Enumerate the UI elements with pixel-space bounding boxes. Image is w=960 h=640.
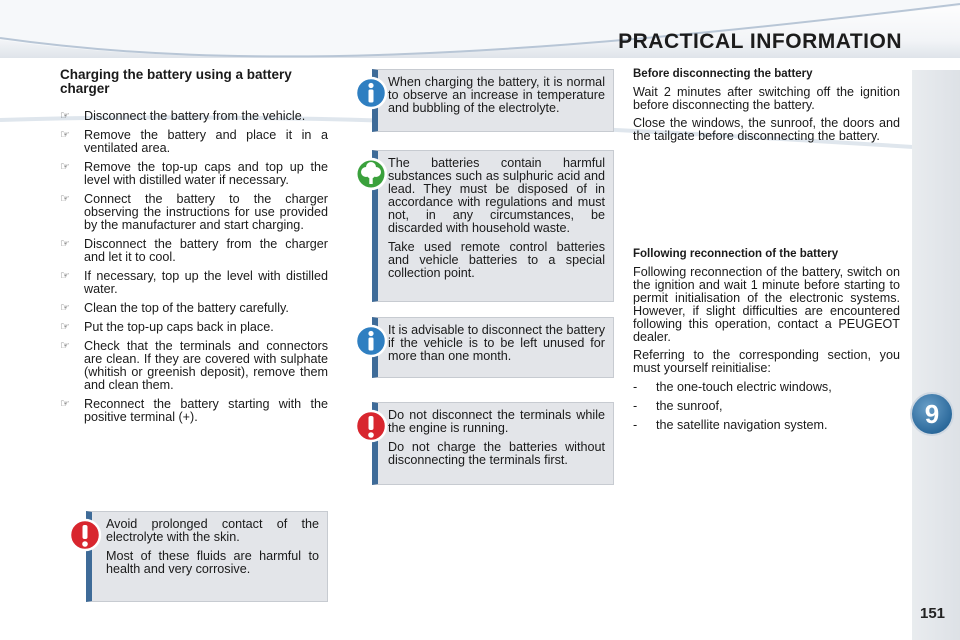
list-item: - the sunroof, <box>633 398 723 413</box>
right-column-before <box>633 68 900 143</box>
after-paragraph-1: Following reconnection of the battery, switch on the ignition and wait 1 minute before starting to permit initialisation of the electronic systems. However, if slight difficulties are encountered following this operation, contact a PEUGEOT dealer. <box>633 264 900 344</box>
before-paragraph-2: Close the windows, the sunroof, the doors and the tailgate before disconnecting the battery. <box>633 115 900 143</box>
page-number: 151 <box>920 605 946 622</box>
page-title: PRACTICAL INFORMATION <box>618 30 902 53</box>
section-heading-before: Before disconnecting the battery <box>633 68 813 80</box>
list-item: ☞ Check that the terminals and connectors are clean. If they are covered with sulphate (whitish or greenish deposit), remove them and clean them. <box>60 339 328 392</box>
warning-icon <box>354 409 388 443</box>
list-item: ☞ Connect the battery to the charger observing the instructions for use provided by the manufacturer and start charging. <box>60 192 328 232</box>
list-item: ☞ Reconnect the battery starting with the positive terminal (+). <box>60 397 328 424</box>
hand-bullet-icon: ☞ <box>60 238 70 250</box>
after-paragraph-2: Referring to the corresponding section, you must yourself reinitialise: <box>633 347 900 375</box>
tree-icon <box>354 157 388 191</box>
list-item: ☞ Disconnect the battery from the vehicle. <box>60 109 306 123</box>
list-item: ☞ If necessary, top up the level with distilled water. <box>60 269 328 296</box>
section-heading-after: Following reconnection of the battery <box>633 248 839 260</box>
hand-bullet-icon: ☞ <box>60 129 70 141</box>
before-paragraph-1: Wait 2 minutes after switching off the ignition before disconnecting the battery. <box>633 84 900 112</box>
reinitialise-list <box>633 381 900 432</box>
chapter-strip <box>912 70 960 640</box>
info-icon <box>354 324 388 358</box>
hand-bullet-icon: ☞ <box>60 321 70 333</box>
warning-note-skin: Avoid prolonged contact of the electrolyte with the skin. Most of these fluids are harmful to health and very corrosive. <box>86 511 328 602</box>
hand-bullet-icon: ☞ <box>60 302 70 314</box>
info-icon <box>354 76 388 110</box>
environment-note: The batteries contain harmful substances such as sulphuric acid and lead. They must be disposed of in accordance with regulations and must not, in any circumstances, be discarded with household waste. Take used remote control batteries and vehicle batteries to a special collection point. <box>372 150 614 302</box>
list-item: ☞ Put the top-up caps back in place. <box>60 320 274 334</box>
section-heading-charging: Charging the battery using a battery charger <box>60 67 292 96</box>
left-column <box>60 68 328 430</box>
hand-bullet-icon: ☞ <box>60 161 70 173</box>
hand-bullet-icon: ☞ <box>60 398 70 410</box>
warning-icon <box>68 518 102 552</box>
list-item: ☞ Remove the battery and place it in a ventilated area. <box>60 128 328 155</box>
hand-bullet-icon: ☞ <box>60 110 70 122</box>
list-item: ☞ Remove the top-up caps and top up the level with distilled water if necessary. <box>60 160 328 187</box>
hand-bullet-icon: ☞ <box>60 270 70 282</box>
warning-note-terminals: Do not disconnect the terminals while the engine is running. Do not charge the batteries without disconnecting the terminals first. <box>372 402 614 485</box>
charging-steps <box>60 110 328 424</box>
list-item: ☞ Disconnect the battery from the charger and let it to cool. <box>60 237 328 264</box>
hand-bullet-icon: ☞ <box>60 340 70 352</box>
right-column-after <box>633 248 900 438</box>
list-item: ☞ Clean the top of the battery carefully. <box>60 301 289 315</box>
info-note-disconnect: It is advisable to disconnect the battery if the vehicle is to be left unused for more than one month. <box>372 317 614 378</box>
list-item: - the satellite navigation system. <box>633 417 828 432</box>
hand-bullet-icon: ☞ <box>60 193 70 205</box>
chapter-tab[interactable]: 9 <box>910 392 954 436</box>
list-item: - the one-touch electric windows, <box>633 379 832 394</box>
info-note-charging: When charging the battery, it is normal to observe an increase in temperature and bubbling of the electrolyte. <box>372 69 614 132</box>
